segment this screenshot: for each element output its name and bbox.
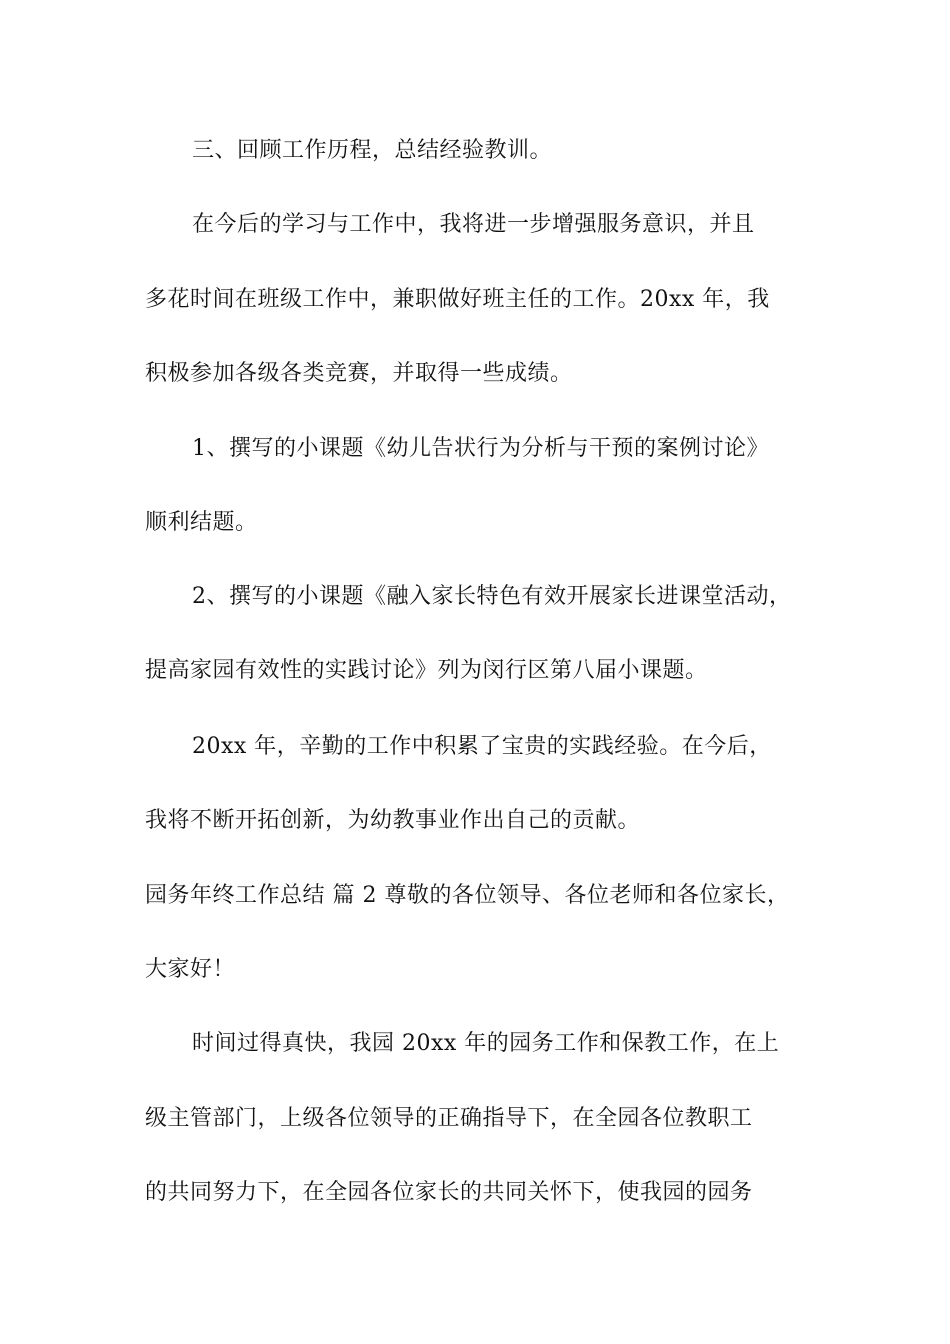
paragraph-line: 20xx 年，辛勤的工作中积累了宝贵的实践经验。在今后，	[192, 734, 772, 759]
list-item-2-continued: 提高家园有效性的实践讨论》列为闵行区第八届小课题。	[145, 658, 708, 683]
section-title-greeting: 园务年终工作总结 篇 2 尊敬的各位领导、各位老师和各位家长，	[145, 883, 790, 908]
list-item-1-continued: 顺利结题。	[145, 510, 258, 535]
paragraph-line: 我将不断开拓创新，为幼教事业作出自己的贡献。	[145, 808, 641, 833]
paragraph-line: 在今后的学习与工作中，我将进一步增强服务意识，并且	[192, 212, 755, 237]
paragraph-line: 时间过得真快，我园 20xx 年的园务工作和保教工作，在上	[192, 1031, 780, 1056]
paragraph-line: 多花时间在班级工作中，兼职做好班主任的工作。20xx 年，我	[145, 287, 770, 312]
paragraph-line: 级主管部门，上级各位领导的正确指导下，在全园各位教职工	[145, 1106, 753, 1131]
paragraph-line: 的共同努力下，在全园各位家长的共同关怀下，使我园的园务	[145, 1180, 753, 1205]
list-item-1: 1、撰写的小课题《幼儿告状行为分析与干预的案例讨论》	[192, 436, 769, 461]
paragraph-line: 积极参加各级各类竞赛，并取得一些成绩。	[145, 361, 573, 386]
list-item-2: 2、撰写的小课题《融入家长特色有效开展家长进课堂活动，	[192, 584, 792, 609]
greeting-line: 大家好！	[145, 957, 236, 982]
heading-review-work: 三、回顾工作历程，总结经验教训。	[192, 138, 553, 163]
